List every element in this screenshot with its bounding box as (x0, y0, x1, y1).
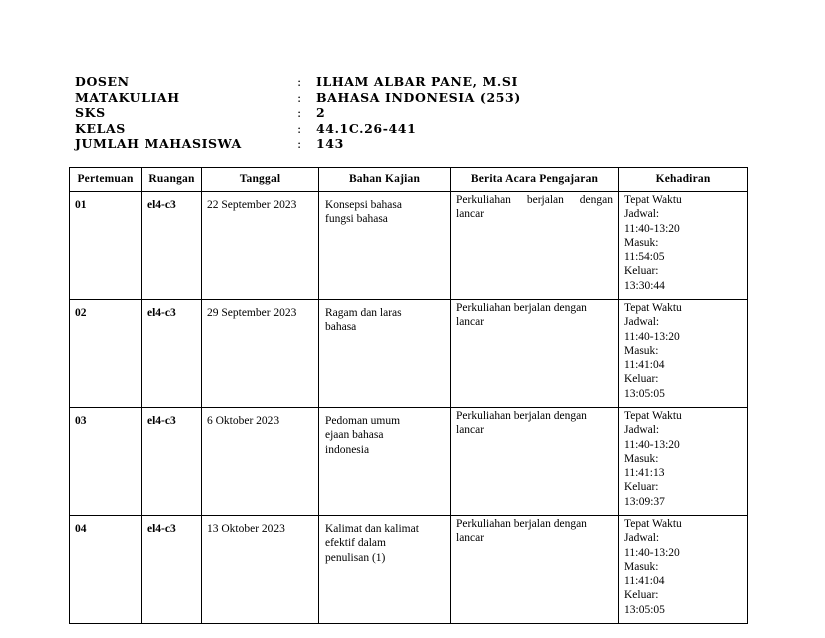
cell-kehadiran-line: 11:40-13:20 (624, 546, 680, 559)
cell-kehadiran-line: 11:40-13:20 (624, 438, 680, 451)
cell-kehadiran-line: 13:05:05 (624, 387, 665, 400)
cell-bahan-kajian-line: Ragam dan laras (325, 307, 402, 319)
header-colon: : (297, 136, 302, 152)
cell-berita-acara-line: Perkuliahan berjalan dengan (456, 194, 613, 206)
column-header-berita-acara: Berita Acara Pengajaran (451, 168, 619, 192)
cell-pertemuan: 01 (70, 192, 142, 300)
cell-kehadiran-line: Tepat Waktu (624, 410, 682, 422)
cell-kehadiran-line: Masuk: (624, 344, 659, 357)
cell-bahan-kajian-line: Kalimat dan kalimat (325, 523, 419, 535)
cell-kehadiran-line: 11:40-13:20 (624, 222, 680, 235)
cell-kehadiran-line: Keluar: (624, 589, 659, 602)
cell-kehadiran-line: Jadwal: (624, 424, 660, 437)
column-header-ruangan: Ruangan (142, 168, 202, 192)
cell-berita-acara-line: lancar (456, 208, 485, 221)
cell-kehadiran-line: 11:41:04 (624, 575, 665, 588)
cell-berita-acara (451, 408, 619, 516)
cell-berita-acara-line: lancar (456, 316, 485, 329)
cell-berita-acara (451, 300, 619, 408)
header-label: KELAS (75, 120, 126, 136)
header-value: 143 (316, 136, 344, 152)
cell-bahan-kajian (319, 192, 451, 300)
header-colon: : (297, 89, 302, 105)
cell-tanggal: 22 September 2023 (202, 192, 319, 300)
cell-kehadiran-line: 13:05:05 (624, 603, 665, 616)
cell-berita-acara-line: lancar (456, 424, 485, 437)
cell-pertemuan: 04 (70, 516, 142, 624)
cell-bahan-kajian (319, 516, 451, 624)
cell-berita-acara (451, 192, 619, 300)
cell-kehadiran-line: 11:40-13:20 (624, 330, 680, 343)
cell-bahan-kajian-line: Pedoman umum (325, 415, 401, 427)
table-row (70, 300, 748, 408)
header-value: 44.1C.26-441 (316, 120, 417, 136)
cell-bahan-kajian-line: penulisan (1) (325, 551, 386, 564)
cell-bahan-kajian-line: fungsi bahasa (325, 213, 388, 226)
cell-kehadiran (619, 408, 748, 516)
column-header-kehadiran: Kehadiran (619, 168, 748, 192)
cell-ruangan: el4-c3 (142, 516, 202, 624)
cell-bahan-kajian (319, 408, 451, 516)
cell-kehadiran-line: Tepat Waktu (624, 518, 682, 530)
cell-berita-acara (451, 516, 619, 624)
cell-kehadiran-line: Keluar: (624, 373, 659, 386)
cell-bahan-kajian (319, 300, 451, 408)
cell-kehadiran (619, 516, 748, 624)
header-value: ILHAM ALBAR PANE, M.SI (316, 74, 518, 89)
cell-bahan-kajian-line: indonesia (325, 443, 370, 456)
header-label: JUMLAH MAHASISWA (75, 136, 242, 152)
cell-kehadiran-line: Masuk: (624, 560, 659, 573)
cell-tanggal: 29 September 2023 (202, 300, 319, 408)
cell-kehadiran-line: 13:30:44 (624, 279, 665, 292)
column-header-tanggal: Tanggal (202, 168, 319, 192)
header-value: BAHASA INDONESIA (253) (316, 89, 521, 105)
table-row (70, 516, 748, 624)
table-header-row (70, 168, 748, 192)
header-label: MATAKULIAH (75, 89, 180, 105)
cell-bahan-kajian-line: Konsepsi bahasa (325, 199, 402, 211)
cell-pertemuan: 03 (70, 408, 142, 516)
cell-tanggal: 13 Oktober 2023 (202, 516, 319, 624)
cell-kehadiran-line: 11:54:05 (624, 251, 665, 264)
cell-ruangan: el4-c3 (142, 192, 202, 300)
cell-kehadiran-line: Jadwal: (624, 316, 660, 329)
cell-pertemuan: 02 (70, 300, 142, 408)
cell-kehadiran-line: Jadwal: (624, 208, 660, 221)
cell-berita-acara-line: Perkuliahan berjalan dengan (456, 302, 587, 314)
attendance-table (69, 167, 748, 624)
cell-kehadiran-line: 11:41:13 (624, 467, 665, 480)
table-row (70, 408, 748, 516)
cell-bahan-kajian-line: efektif dalam (325, 537, 386, 550)
column-header-bahan-kajian: Bahan Kajian (319, 168, 451, 192)
cell-kehadiran-line: Tepat Waktu (624, 302, 682, 314)
cell-tanggal: 6 Oktober 2023 (202, 408, 319, 516)
header-colon: : (297, 74, 302, 89)
cell-berita-acara-line: Perkuliahan berjalan dengan (456, 410, 587, 422)
cell-kehadiran-line: Jadwal: (624, 532, 660, 545)
cell-bahan-kajian-line: ejaan bahasa (325, 429, 384, 442)
cell-kehadiran-line: Keluar: (624, 265, 659, 278)
cell-kehadiran (619, 192, 748, 300)
table-row (70, 192, 748, 300)
cell-kehadiran-line: 11:41:04 (624, 359, 665, 372)
cell-berita-acara-line: lancar (456, 532, 485, 545)
cell-kehadiran-line: Tepat Waktu (624, 194, 682, 206)
cell-berita-acara-line: Perkuliahan berjalan dengan (456, 518, 587, 530)
cell-ruangan: el4-c3 (142, 408, 202, 516)
header-label: SKS (75, 105, 106, 121)
cell-kehadiran-line: Keluar: (624, 481, 659, 494)
cell-kehadiran-line: 13:09:37 (624, 495, 665, 508)
header-colon: : (297, 120, 302, 136)
column-header-pertemuan: Pertemuan (70, 168, 142, 192)
header-label: DOSEN (75, 74, 130, 89)
cell-kehadiran-line: Masuk: (624, 236, 659, 249)
cell-bahan-kajian-line: bahasa (325, 321, 357, 334)
header-colon: : (297, 105, 302, 121)
cell-kehadiran-line: Masuk: (624, 452, 659, 465)
cell-ruangan: el4-c3 (142, 300, 202, 408)
cell-kehadiran (619, 300, 748, 408)
header-value: 2 (316, 105, 326, 121)
